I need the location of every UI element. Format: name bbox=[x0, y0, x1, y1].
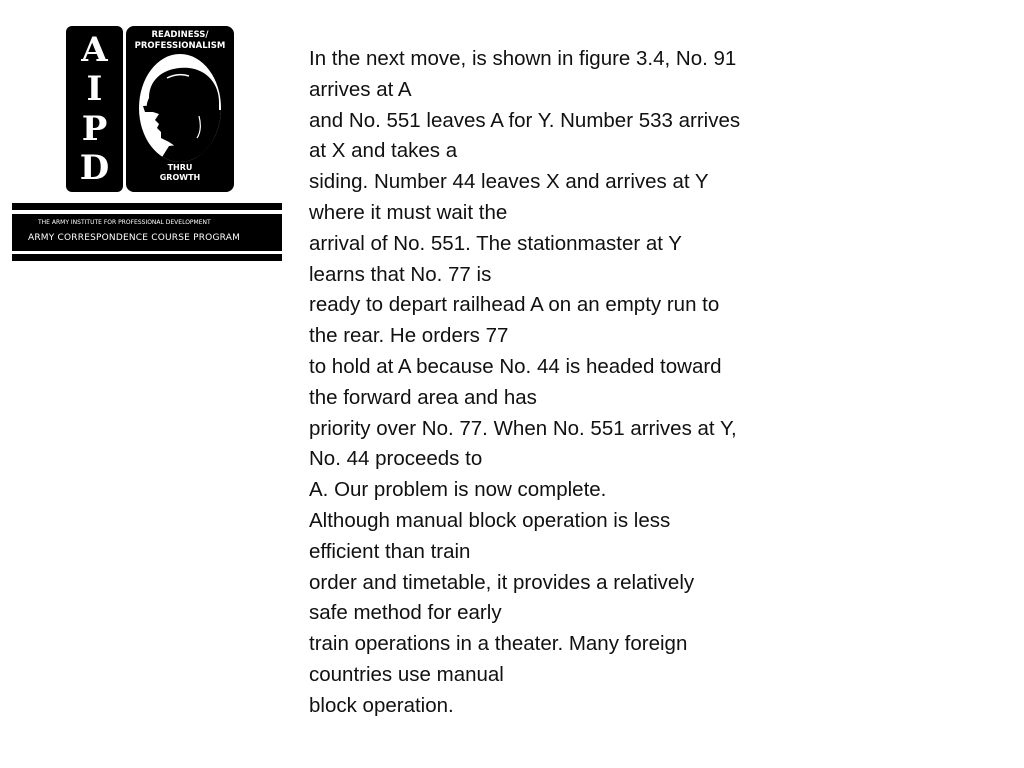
text-line: at X and takes a bbox=[309, 139, 458, 163]
text-line: where it must wait the bbox=[309, 200, 508, 224]
logo-letters-column bbox=[66, 26, 123, 192]
logo-motto-professionalism: PROFESSIONALISM bbox=[134, 41, 226, 51]
soldier-helmet-profile-icon bbox=[139, 54, 221, 162]
logo-letter-d: D bbox=[79, 148, 110, 189]
logo-letter-i: I bbox=[86, 69, 103, 110]
banner-program-name: ARMY CORRESPONDENCE COURSE PROGRAM bbox=[28, 233, 241, 243]
logo-letter-p: P bbox=[81, 108, 108, 149]
text-line: to hold at A because No. 44 is headed toward bbox=[309, 354, 722, 378]
text-line: siding. Number 44 leaves X and arrives at Y bbox=[309, 170, 709, 194]
text-line: Although manual block operation is less bbox=[309, 508, 671, 532]
text-line: No. 44 proceeds to bbox=[309, 447, 483, 471]
text-line: learns that No. 77 is bbox=[309, 262, 492, 286]
logo-motto-thru: THRU bbox=[167, 163, 193, 172]
logo-motto-readiness: READINESS/ bbox=[151, 30, 209, 40]
document-body-text bbox=[309, 44, 809, 722]
banner-top-rule bbox=[12, 203, 282, 210]
text-line: arrival of No. 551. The stationmaster at Y bbox=[309, 231, 682, 255]
text-line: order and timetable, it provides a relatively bbox=[309, 570, 695, 594]
banner-institute-name: THE ARMY INSTITUTE FOR PROFESSIONAL DEVELOPMENT bbox=[38, 219, 211, 226]
text-line: safe method for early bbox=[309, 601, 502, 625]
logo-motto-growth: GROWTH bbox=[159, 173, 201, 182]
banner-box bbox=[12, 214, 282, 251]
text-line: In the next move, is shown in figure 3.4, No. 91 bbox=[309, 47, 737, 70]
institute-banner bbox=[12, 203, 282, 261]
text-line: arrives at A bbox=[309, 77, 412, 101]
text-line: A. Our problem is now complete. bbox=[309, 478, 607, 502]
text-line: efficient than train bbox=[309, 539, 471, 563]
banner-bottom-rule bbox=[12, 254, 282, 261]
text-line: priority over No. 77. When No. 551 arrives at Y, bbox=[309, 416, 737, 440]
text-line: countries use manual bbox=[309, 662, 504, 686]
aipd-logo bbox=[66, 26, 234, 192]
text-line: the forward area and has bbox=[309, 385, 537, 409]
text-line: the rear. He orders 77 bbox=[309, 324, 509, 348]
text-line: ready to depart railhead A on an empty run to bbox=[309, 293, 720, 317]
logo-letter-a: A bbox=[81, 29, 108, 70]
text-line: train operations in a theater. Many foreign bbox=[309, 632, 688, 656]
text-line: and No. 551 leaves A for Y. Number 533 arrives bbox=[309, 108, 741, 132]
logo-motto-bottom bbox=[126, 163, 234, 183]
logo-emblem-panel bbox=[126, 26, 234, 192]
logo-motto-top bbox=[126, 30, 234, 52]
text-line: block operation. bbox=[309, 693, 454, 717]
